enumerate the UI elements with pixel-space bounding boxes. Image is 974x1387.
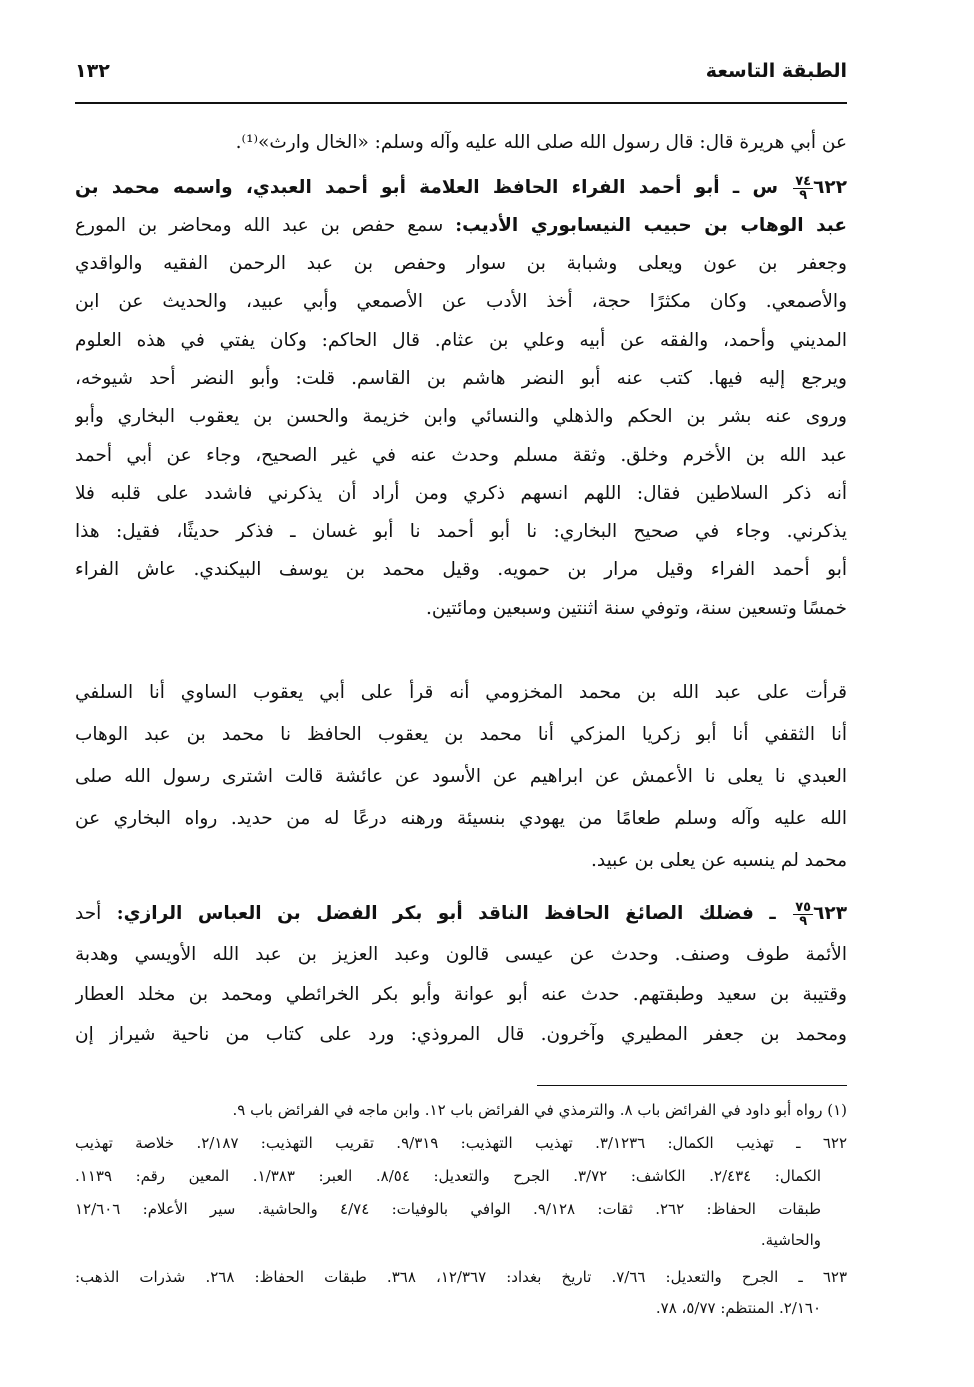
heading-text: ـ فضلك الصائغ الحافظ الناقد أبو بكر الفضل بن العباس الرازي: [116,903,776,924]
entry-fraction [793,175,813,202]
entry-623-heading [75,899,847,929]
riwaya-line: أنا الثقفي أنا أبو زكريا المزكي أنا محمد بن يعقوب الحافظ نا محمد بن عبد الوهاب [75,724,847,745]
riwaya-line: قرأت على عبد الله بن محمد المخزومي أنه قرأ على أبي يعقوب الساوي أنا السلفي [75,682,847,703]
body-line: والأصمعي. وكان مكثرًا حجة، أخذ الأدب عن الأصمعي وأبي عبيد، والحديث عن ابن [75,291,847,313]
body-line: وجعفر بن عون ويعلى وشبابة بن سوار وحفص بن عبد الرحمن الفقيه والواقدي [75,253,847,274]
intro-line: عن أبي هريرة قال: قال رسول الله صلى الله عليه وآله وسلم: «الخال وارث»⁽¹⁾. [235,132,847,153]
riwaya-line: العبدي نا يعلى نا الأعمش عن ابراهيم عن الأسود عن عائشة قالت اشترى رسول الله صلى [75,766,847,787]
body-line: أبو أحمد الفراء وقيل مرار بن حمويه. وقيل محمد بن يوسف البيكندي. عاش الفراء [75,559,847,581]
heading-text: س ـ أبو أحمد الفراء الحافظ العلامة أبو أحمد العبدي، واسمه محمد بن [75,177,778,198]
body-line: المديني وأحمد، والفقه عن أبيه وعلي بن عثام. قال الحاكم: وكان يفتي في هذه العلوم [75,329,847,351]
entry-fraction [793,901,813,928]
footnote-line: ٢/١٦٠. المنتظم: ٥/٧٧، ٧٨. [655,1299,821,1317]
body-text: أحد [75,903,102,924]
body-line: ويرجع إليه فيها. كتب عنه أبو النضر هاشم بن القاسم. قلت: وأبو النضر أحد شيوخه، [75,367,847,389]
riwaya-line: الله عليه وآله وسلم طعامًا من يهودي بنسيئة ورهنه درعًا له من حديد. رواه البخاري عن [75,808,847,829]
chapter-title: الطبقة التاسعة [705,60,847,82]
body-line: خمسًا وتسعين سنة، وتوفي سنة اثنتين وسبعين ومائتين. [426,597,847,619]
entry-622-line [75,211,847,241]
body-line: وروى عنه بشر بن الحكم والذهلي والنسائي وابن خزيمة والحسن بن يعقوب البخاري وأبو [75,406,847,428]
body-line: ومحمد بن جعفر المطيري وآخرون. قال المروذي: ورد على كتاب من ناحية شيراز إن [75,1024,847,1045]
footnote-line: طبقات الحفاظ: ٢٦٢. ثقات: ٩/١٢٨. الوافي بالوفيات: ٤/٧٤ والحاشية. سير الأعلام: ١٢/٦٠٦ [75,1200,821,1218]
footnote-line: والحاشية. [760,1231,821,1249]
frac-top: ٧٥ [795,899,812,915]
footnote-line: الكمال: ٢/٤٣٤. الكاشف: ٣/٧٢. الجرح والتعديل: ٨/٥٤. العبر: ١/٣٨٣. المعين رقم: ١١٣٩. [75,1167,821,1185]
frac-top: ٧٤ [795,173,812,189]
footnote-line: ٦٢٢ ـ تهذيب الكمال: ٣/١٢٣٦. تهذيب التهذيب: ٩/٣١٩. تقريب التهذيب: ٢/١٨٧. خلاصة تهذيب [75,1134,847,1152]
body-text: سمع حفص بن عبد الله ومحاضر بن المورع [75,215,444,236]
entry-number: ٦٢٣ [813,903,847,924]
page-number: ١٣٢ [75,60,110,82]
body-line: الأئمة طوف وصنف. وحدث عن عيسى قالون وعبد العزيز بن عبد الله الأويسي وهدبة [75,944,847,965]
body-line: أنه ذكر السلاطين فقال: اللهم انسهم ذكري ومن أراد أن يذكرني فاشدد على قلبه فلا [75,482,847,504]
frac-bottom: ٩ [799,913,808,929]
header-rule [75,102,847,104]
frac-bottom: ٩ [799,187,808,203]
footnote-line: ٦٢٣ ـ الجرح والتعديل: ٧/٦٦. تاريخ بغداد: ١٢/٣٦٧، ٣٦٨. طبقات الحفاظ: ٢٦٨. شذرات الذهب: [75,1268,847,1286]
body-line: وقتيبة بن سعيد وطبقتهم. حدث عنه أبو عوانة وأبو بكر الخرائطي ومحمد بن مخلد العطار [75,984,847,1005]
entry-number: ٦٢٢ [813,177,847,198]
heading-text: عبد الوهاب بن حبيب النيسابوري الأديب: [455,215,847,236]
entry-622-heading [75,173,847,203]
running-header [75,60,847,90]
body-line: يذكرني. وجاء في صحيح البخاري: نا أبو أحمد نا أبو غسان ـ فذكر حديثًا، فقيل: هذا [75,521,847,543]
riwaya-line: محمد لم ينسبه عن يعلى بن عبيد. [591,850,847,871]
body-line: عبد الله بن الأخرم وخلق. وثقة مسلم وحدث عنه في غير الصحيح، وجاء عن أبي أحمد [75,444,847,466]
footnote-rule [537,1085,847,1086]
footnote-line: (١) رواه أبو داود في الفرائض باب ٨. والترمذي في الفرائض باب ١٢. وابن ماجه في الفرائض باب ٩. [232,1101,847,1119]
